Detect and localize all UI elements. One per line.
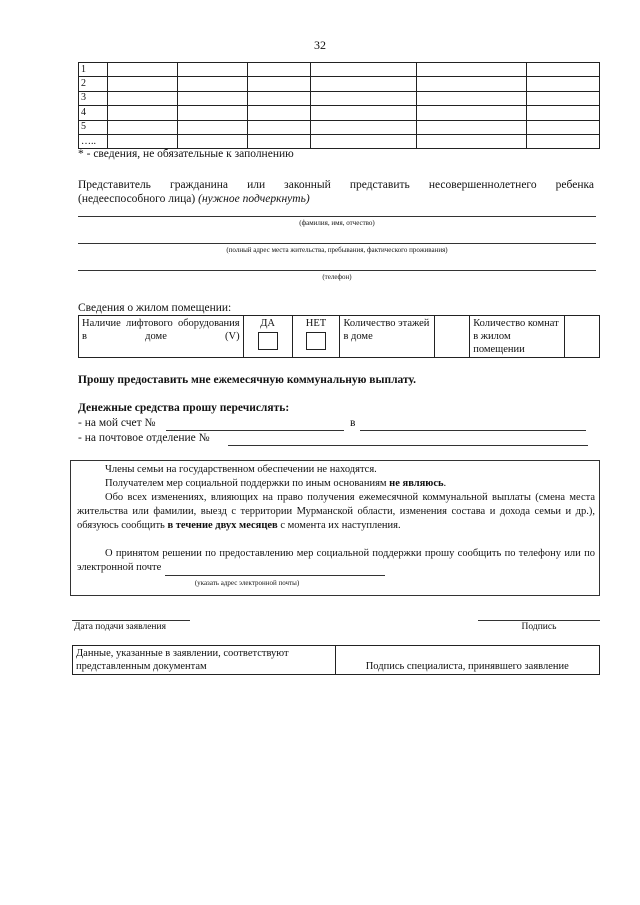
table-cell[interactable] [177, 120, 247, 134]
table-cell[interactable] [107, 120, 177, 134]
statement-p4 [77, 547, 595, 576]
family-members-table [78, 62, 600, 149]
name-field[interactable] [78, 216, 596, 217]
table-cell[interactable] [310, 77, 417, 91]
table-cell[interactable] [310, 120, 417, 134]
specialist-signature-label: Подпись специалиста, принявшего заявление [365, 661, 569, 672]
table-cell[interactable] [310, 63, 417, 77]
elevator-label [79, 316, 244, 358]
table-cell[interactable] [177, 91, 247, 105]
table-cell[interactable] [177, 106, 247, 120]
date-field[interactable] [72, 620, 190, 621]
table-cell[interactable] [310, 91, 417, 105]
table-cell[interactable] [247, 120, 310, 134]
representative-line: Представитель гражданина или законный представить несовершеннолетнего ребенка [78, 179, 594, 191]
yes-checkbox[interactable] [258, 332, 278, 350]
no-cell [292, 316, 340, 358]
table-cell[interactable] [107, 106, 177, 120]
floors-input[interactable] [435, 316, 470, 358]
table-cell[interactable] [310, 106, 417, 120]
verification-table [72, 645, 600, 675]
account-in-label: в [350, 417, 356, 429]
table-cell[interactable] [177, 134, 247, 148]
statement-p2-end: . [443, 478, 447, 489]
rooms-input[interactable] [565, 316, 600, 358]
email-field[interactable] [165, 561, 385, 576]
no-label: НЕТ [305, 318, 327, 329]
table-cell[interactable] [247, 134, 310, 148]
table-row [79, 134, 600, 148]
signature-field[interactable] [478, 620, 600, 621]
representative-text: (недееспособного лица) [78, 193, 199, 205]
table-cell[interactable] [527, 106, 600, 120]
table-cell[interactable] [247, 63, 310, 77]
table-cell[interactable] [417, 91, 527, 105]
table-row [79, 106, 600, 120]
table-cell[interactable] [247, 77, 310, 91]
table-cell[interactable] [107, 63, 177, 77]
housing-heading: Сведения о жилом помещении: [78, 302, 232, 314]
footnote: * - сведения, не обязательные к заполнению [78, 148, 294, 160]
verification-left: Данные, указанные в заявлении, соответствуют представленным документам [73, 646, 336, 675]
row-number: ….. [79, 134, 108, 148]
row-number: 3 [79, 91, 108, 105]
table-cell[interactable] [417, 120, 527, 134]
row-number: 5 [79, 120, 108, 134]
row-number: 1 [79, 63, 108, 77]
post-label: - на почтовое отделение № [78, 432, 210, 444]
statement-p3 [77, 491, 595, 533]
statement-p2 [77, 477, 595, 491]
phone-field[interactable] [78, 270, 596, 271]
table-cell[interactable] [107, 91, 177, 105]
account-number-field[interactable] [166, 430, 344, 431]
table-row [79, 63, 600, 77]
statement-p3-text: Обо всех изменениях, влияющих на право получения ежемесячной коммунальной выплаты (смена места жительства или фамилии, выезд с территории Мурманской области, изменения состава и дохода семьи и др.), обязуюсь сообщить [77, 492, 595, 531]
table-row [79, 77, 600, 91]
verification-right [335, 646, 599, 675]
table-cell[interactable] [310, 134, 417, 148]
table-cell[interactable] [527, 120, 600, 134]
floors-label: Количество этажей в доме [340, 316, 435, 358]
elevator-text: Наличие лифтового оборудования в доме (V) [82, 318, 240, 342]
table-cell[interactable] [417, 63, 527, 77]
statement-p3-bold: в течение двух месяцев [167, 520, 278, 531]
yes-label: ДА [260, 318, 275, 329]
email-caption: (указать адрес электронной почты) [194, 579, 300, 587]
post-office-field[interactable] [228, 445, 588, 446]
no-checkbox[interactable] [306, 332, 326, 350]
table-cell[interactable] [417, 77, 527, 91]
address-caption: (полный адрес места жительства, пребывания, фактического проживания) [226, 246, 448, 254]
statement-p2-bold: не являюсь [389, 478, 444, 489]
name-caption: (фамилия, имя, отчество) [299, 219, 375, 227]
phone-caption: (телефон) [322, 273, 352, 281]
table-row [79, 120, 600, 134]
table-cell[interactable] [527, 91, 600, 105]
table-cell[interactable] [247, 106, 310, 120]
rooms-label: Количество комнат в жилом помещении [470, 316, 565, 358]
table-cell[interactable] [527, 77, 600, 91]
table-cell[interactable] [107, 77, 177, 91]
date-label: Дата подачи заявления [74, 622, 166, 632]
transfer-heading: Денежные средства прошу перечислять: [78, 402, 290, 414]
table-row [79, 91, 600, 105]
table-cell[interactable] [527, 134, 600, 148]
table-cell[interactable] [417, 106, 527, 120]
statement-p3-end: с момента их наступления. [277, 520, 401, 531]
row-number: 4 [79, 106, 108, 120]
request-text: Прошу предоставить мне ежемесячную коммунальную выплату. [78, 374, 416, 386]
housing-table [78, 315, 600, 358]
statement-box [70, 460, 600, 596]
table-cell[interactable] [177, 77, 247, 91]
yes-cell [243, 316, 292, 358]
row-number: 2 [79, 77, 108, 91]
table-cell[interactable] [107, 134, 177, 148]
table-cell[interactable] [527, 63, 600, 77]
bank-field[interactable] [360, 430, 586, 431]
table-cell[interactable] [417, 134, 527, 148]
representative-line-2 [78, 193, 310, 205]
statement-p4-text: О принятом решении по предоставлению мер социальной поддержки прошу сообщить по телефону или по электронной почте [77, 548, 595, 573]
address-field[interactable] [78, 243, 596, 244]
statement-p1: Члены семьи на государственном обеспечении не находятся. [105, 464, 377, 475]
underline-hint: (нужное подчеркнуть) [198, 193, 310, 205]
signature-label: Подпись [521, 622, 557, 632]
statement-p2-text: Получателем мер социальной поддержки по иным основаниям [105, 478, 390, 489]
table-cell[interactable] [247, 91, 310, 105]
table-cell[interactable] [177, 63, 247, 77]
account-label: - на мой счет № [78, 417, 156, 429]
page-number: 32 [314, 38, 326, 52]
